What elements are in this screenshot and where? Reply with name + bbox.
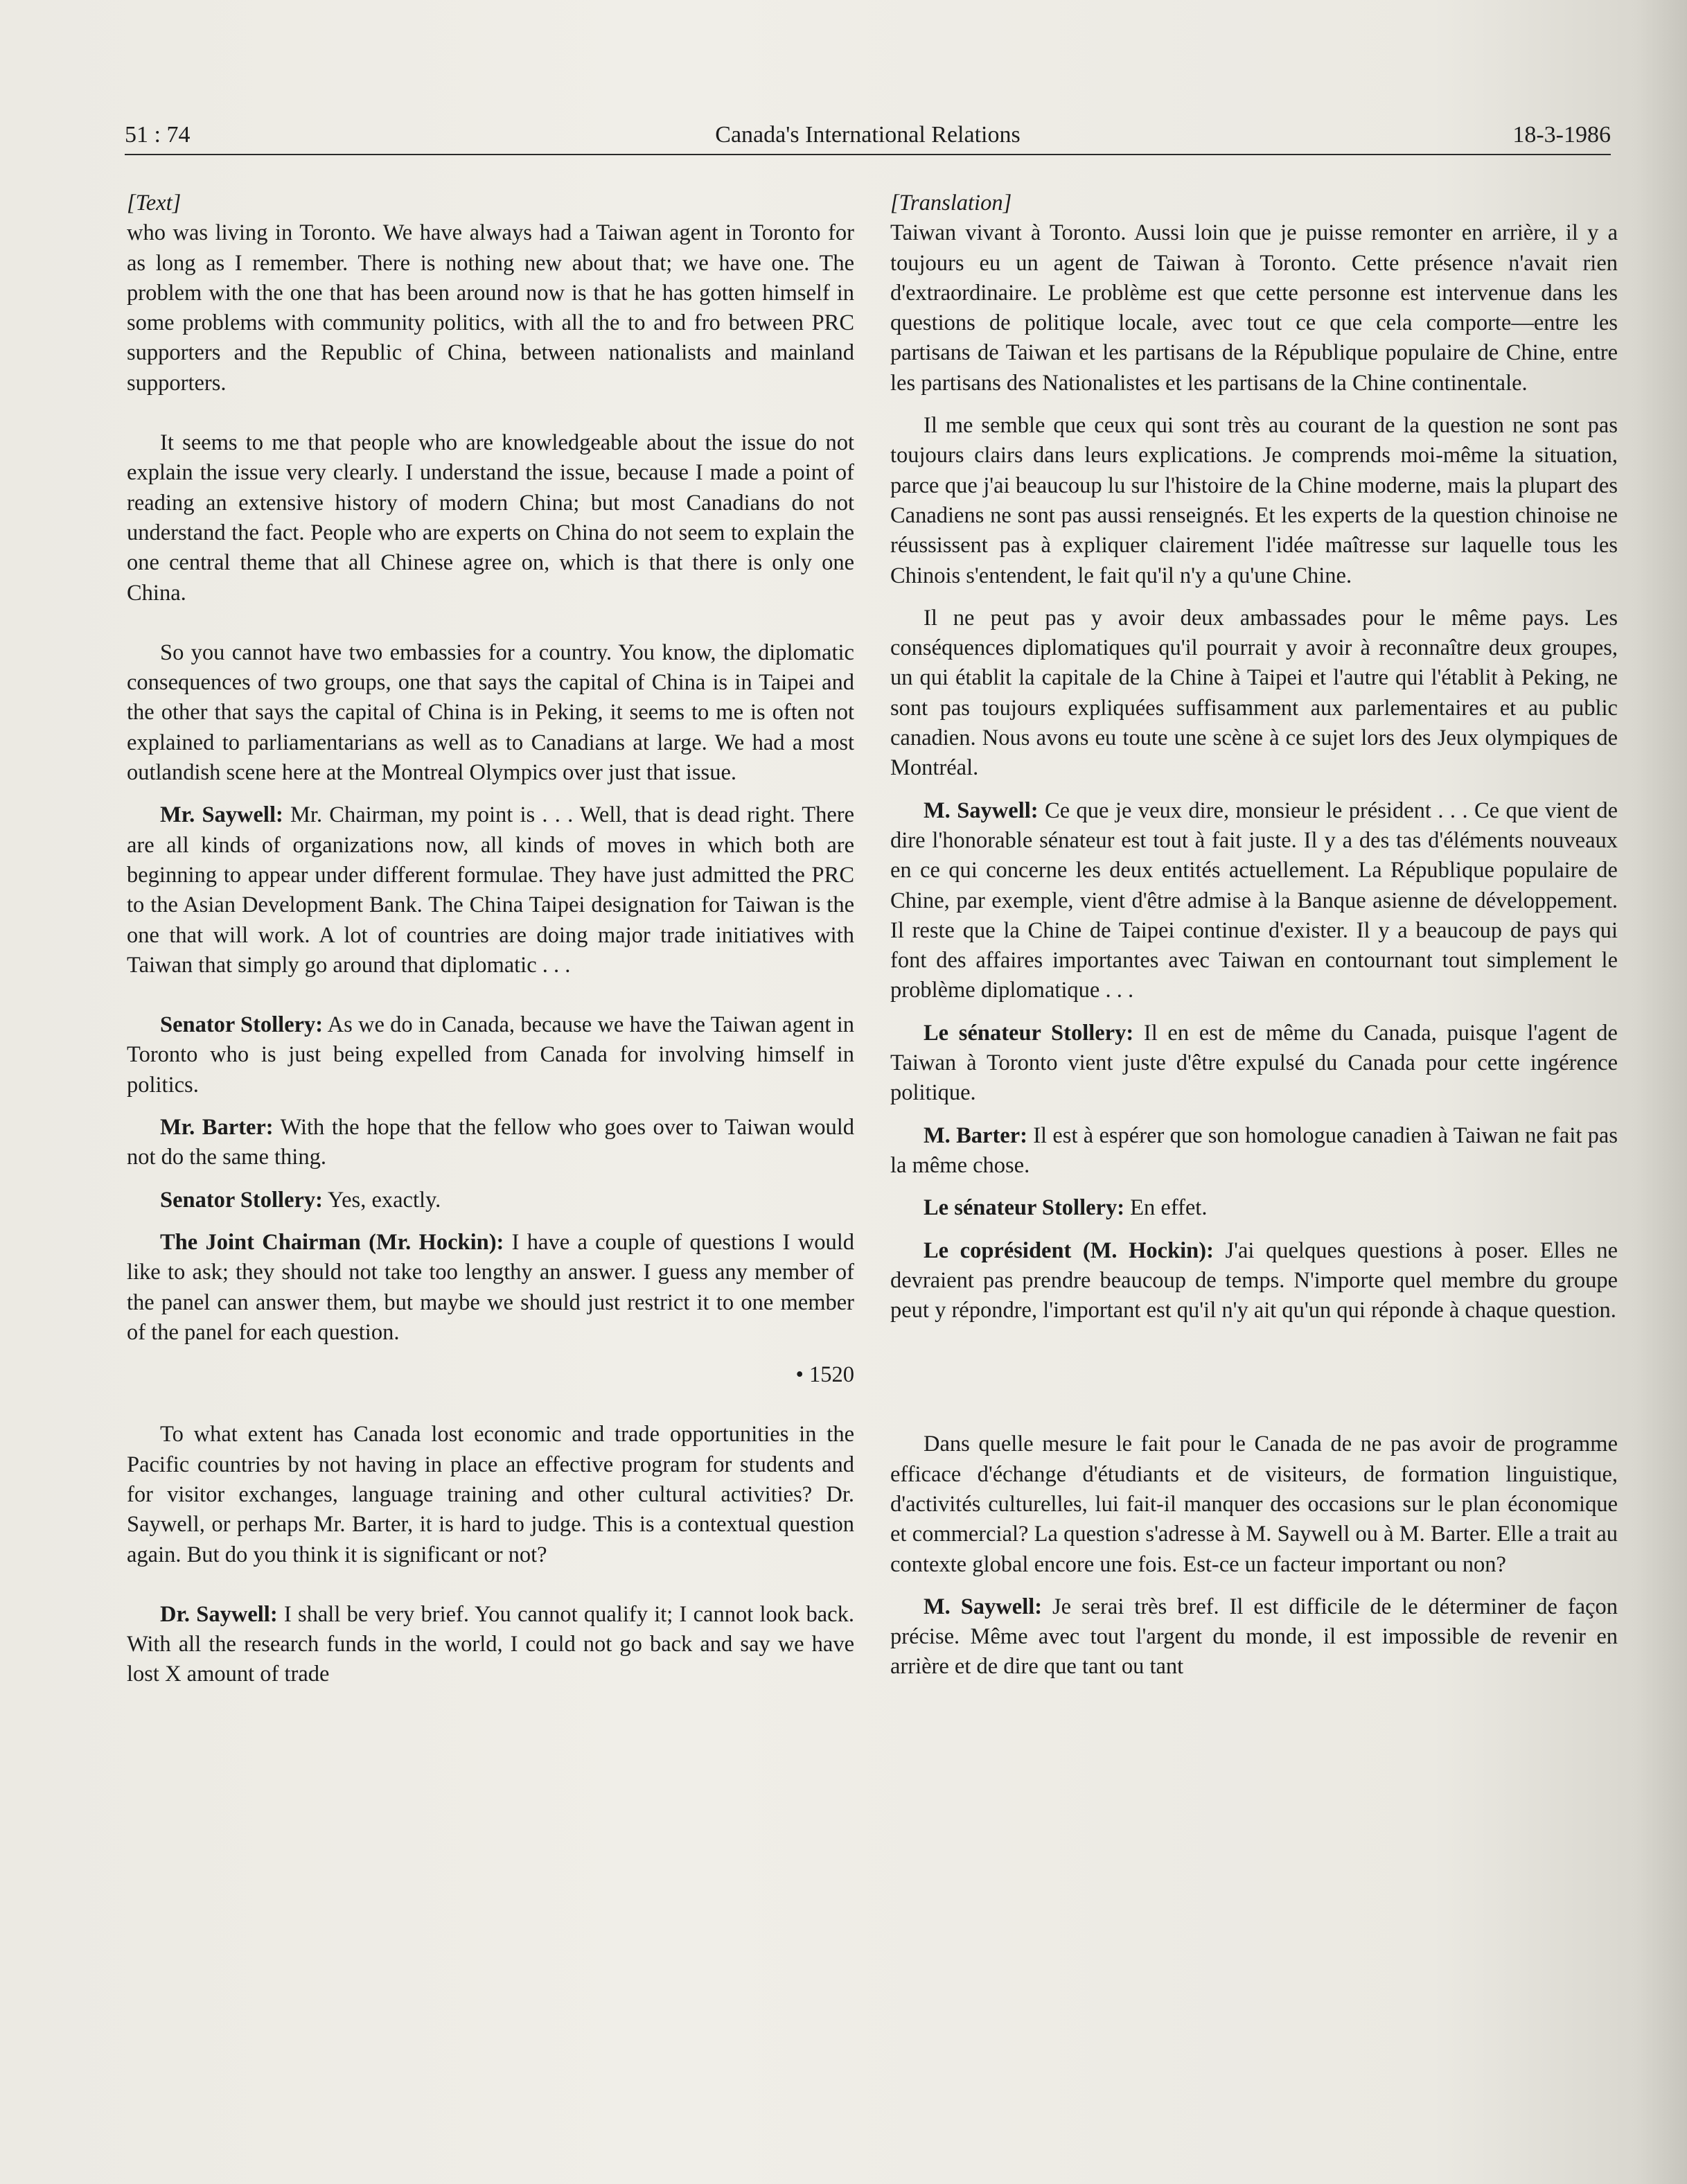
speaker-name: Senator Stollery: [160,1187,323,1213]
speech-paragraph [127,1228,854,1348]
speech-text: Je serai très bref. Il est difficile de le déterminer de façon précise. Même avec tout l'argent du monde, il est impossible de revenir en arrière et de dire que tant ou tant [890,1594,1618,1680]
speech-paragraph [127,1600,854,1690]
paragraph: Il me semble que ceux qui sont très au courant de la question ne sont pas toujours clairs dans leurs explications. Je comprends moi-même la situation, parce que j'ai beaucoup lu sur l'histoire de la Chine moderne, mais la plupart des Canadiens ne sont pas aussi renseignés. Et les experts de la question chinoise ne réussissent pas à expliquer clairement l'idée maîtresse sur laquelle tous les Chinois s'entendent, le fait qu'il n'y a qu'une Chine. [890,413,1618,588]
speech-paragraph [127,1010,854,1100]
paragraph: Dans quelle mesure le fait pour le Canada de ne pas avoir de programme efficace d'échange d'étudiants et de visiteurs, de formation linguistique, d'activités culturelles, lui fait-il manquer des occasions sur le plan économique et commercial? La question s'adresse à M. Saywell ou à M. Barter. Elle a trait au contexte global encore une fois. Est-ce un facteur important ou non? [890,1432,1618,1577]
paragraph: Il ne peut pas y avoir deux ambassades pour le même pays. Les conséquences diplomatiques qu'il pourrait y avoir à reconnaître deux groupes, un qui établit la capitale de la Chine à Taipei et l'autre qui l'établit à Peking, ne sont pas toujours expliquées suffisamment aux parlementaires et au public canadien. Nous avons eu toute une scène à ce sujet lors des Jeux olympiques de Montréal. [890,605,1618,781]
speech-paragraph [890,1019,1618,1109]
speaker-name: Le sénateur Stollery: [924,1020,1134,1046]
speech-text: Ce que je veux dire, monsieur le président . . . Ce que vient de dire l'honorable sénateur est tout à fait juste. Il y a des tas d'éléments nouveaux en ce qui concerne les deux entités actuellement. La République populaire de Chine, par exemple, vient d'être admise à la Banque asienne de développement. Il reste que la Chine de Taipei continue d'exister. Il y a beaucoup de pays qui font des affaires importantes avec Taiwan en contournant tout simplement le problème diplomatique . . . [890,798,1618,1003]
speech-paragraph [890,1236,1618,1326]
time-marker: • 1520 [795,1362,854,1388]
paragraph: To what extent has Canada lost economic and trade opportunities in the Pacific countries by not having in place an effective program for students and for visitor exchanges, language training and other cultural activities? Dr. Saywell, or perhaps Mr. Barter, it is hard to judge. This is a contextual question again. But do you think it is significant or not? [127,1422,854,1567]
issue-date: 18-3-1986 [1512,122,1611,148]
speech-paragraph [127,1113,854,1173]
column-tag: [Translation] [890,191,1012,215]
speaker-name: Mr. Barter: [160,1115,274,1141]
speaker-name: M. Saywell: [924,1594,1043,1619]
speaker-name: Senator Stollery: [160,1012,324,1038]
speech-paragraph [890,796,1618,1006]
speech-paragraph [890,1121,1618,1181]
speech-paragraph [127,1186,854,1215]
speech-text: Il en est de même du Canada, puisque l'agent de Taiwan à Toronto vient juste d'être expulsé du Canada pour cette ingérence politique. [890,1020,1618,1106]
publication-title: Canada's International Relations [715,122,1021,148]
paragraph: Taiwan vivant à Toronto. Aussi loin que je puisse remonter en arrière, il y a toujours eu un agent de Taiwan à Toronto. Cette présence n'avait rien d'extraordinaire. Le problème est que cette personne est intervenue dans les questions de politique locale, avec tout ce que cela comporte—entre les partisans de Taiwan et les partisans de la République populaire de Chine, entre les partisans des Nationalistes et les partisans de la Chine continentale. [890,220,1618,396]
speech-text: I have a couple of questions I would like to ask; they should not take too lengthy an answer. I guess any member of the panel can answer them, but maybe we should just restrict it to one member of the panel for each question. [127,1229,854,1345]
speech-paragraph [890,1592,1618,1682]
speech-paragraph [890,1193,1618,1223]
speech-text: J'ai quelques questions à poser. Elles ne devraient pas prendre beaucoup de temps. N'importe quel membre du groupe peut y répondre, l'important est qu'il n'y ait qu'un qui réponde à chaque question. [890,1238,1618,1323]
speaker-name: Mr. Saywell: [160,802,283,828]
speaker-name: Le coprésident (M. Hockin): [924,1238,1214,1263]
speech-text: Mr. Chairman, my point is . . . Well, that is dead right. There are all kinds of organizations now, all kinds of moves in which both are beginning to appear under different formulae. They have just admitted the PRC to the Asian Development Bank. The China Taipei designation for Taiwan is the one that will work. A lot of countries are doing major trade initiatives with Taiwan that simply go around that diplomatic . . . [127,802,854,978]
speech-text: I shall be very brief. You cannot qualify it; I cannot look back. With all the research funds in the world, I could not go back and say we have lost X amount of trade [127,1601,854,1687]
speaker-name: Dr. Saywell: [160,1601,278,1627]
french-column [890,188,1618,1682]
speaker-name: Le sénateur Stollery: [924,1195,1125,1221]
speaker-name: M. Barter: [924,1122,1027,1148]
speech-text: Yes, exactly. [323,1187,441,1213]
speaker-name: M. Saywell: [924,798,1039,823]
speech-text: En effet. [1124,1195,1208,1221]
paragraph: who was living in Toronto. We have always had a Taiwan agent in Toronto for as long as I remember. There is nothing new about that; we have one. The problem with the one that has been around now is that he has gotten himself in some problems with community politics, with all the to and fro between PRC supporters and the Republic of China, between nationalists and mainland supporters. [127,220,854,396]
column-tag: [Text] [127,191,182,215]
english-column [127,188,854,1690]
speech-text: With the hope that the fellow who goes over to Taiwan would not do the same thing. [127,1115,855,1170]
paragraph: So you cannot have two embassies for a country. You know, the diplomatic consequences of two groups, one that says the capital of China is in Taipei and the other that says the capital of China is in Peking, it seems to me is often not explained to parliamentarians as well as to Canadians at large. We had a most outlandish scene here at the Montreal Olympics over just that issue. [127,640,854,786]
paragraph: It seems to me that people who are knowledgeable about the issue do not explain the issue very clearly. I understand the issue, because I made a point of reading an extensive history of modern China; but most Canadians do not understand the fact. People who are experts on China do not seem to explain the one central theme that all Chinese agree on, which is that there is only one China. [127,430,854,606]
speech-paragraph [127,800,854,980]
page-header [125,122,1611,157]
header-rule [125,154,1611,155]
speech-text: As we do in Canada, because we have the Taiwan agent in Toronto who is just being expelled from Canada for involving himself in politics. [127,1012,854,1098]
page-number: 51 : 74 [125,122,191,148]
speaker-name: The Joint Chairman (Mr. Hockin): [160,1229,504,1255]
speech-text: Il est à espérer que son homologue canadien à Taiwan ne fait pas la même chose. [890,1122,1618,1178]
